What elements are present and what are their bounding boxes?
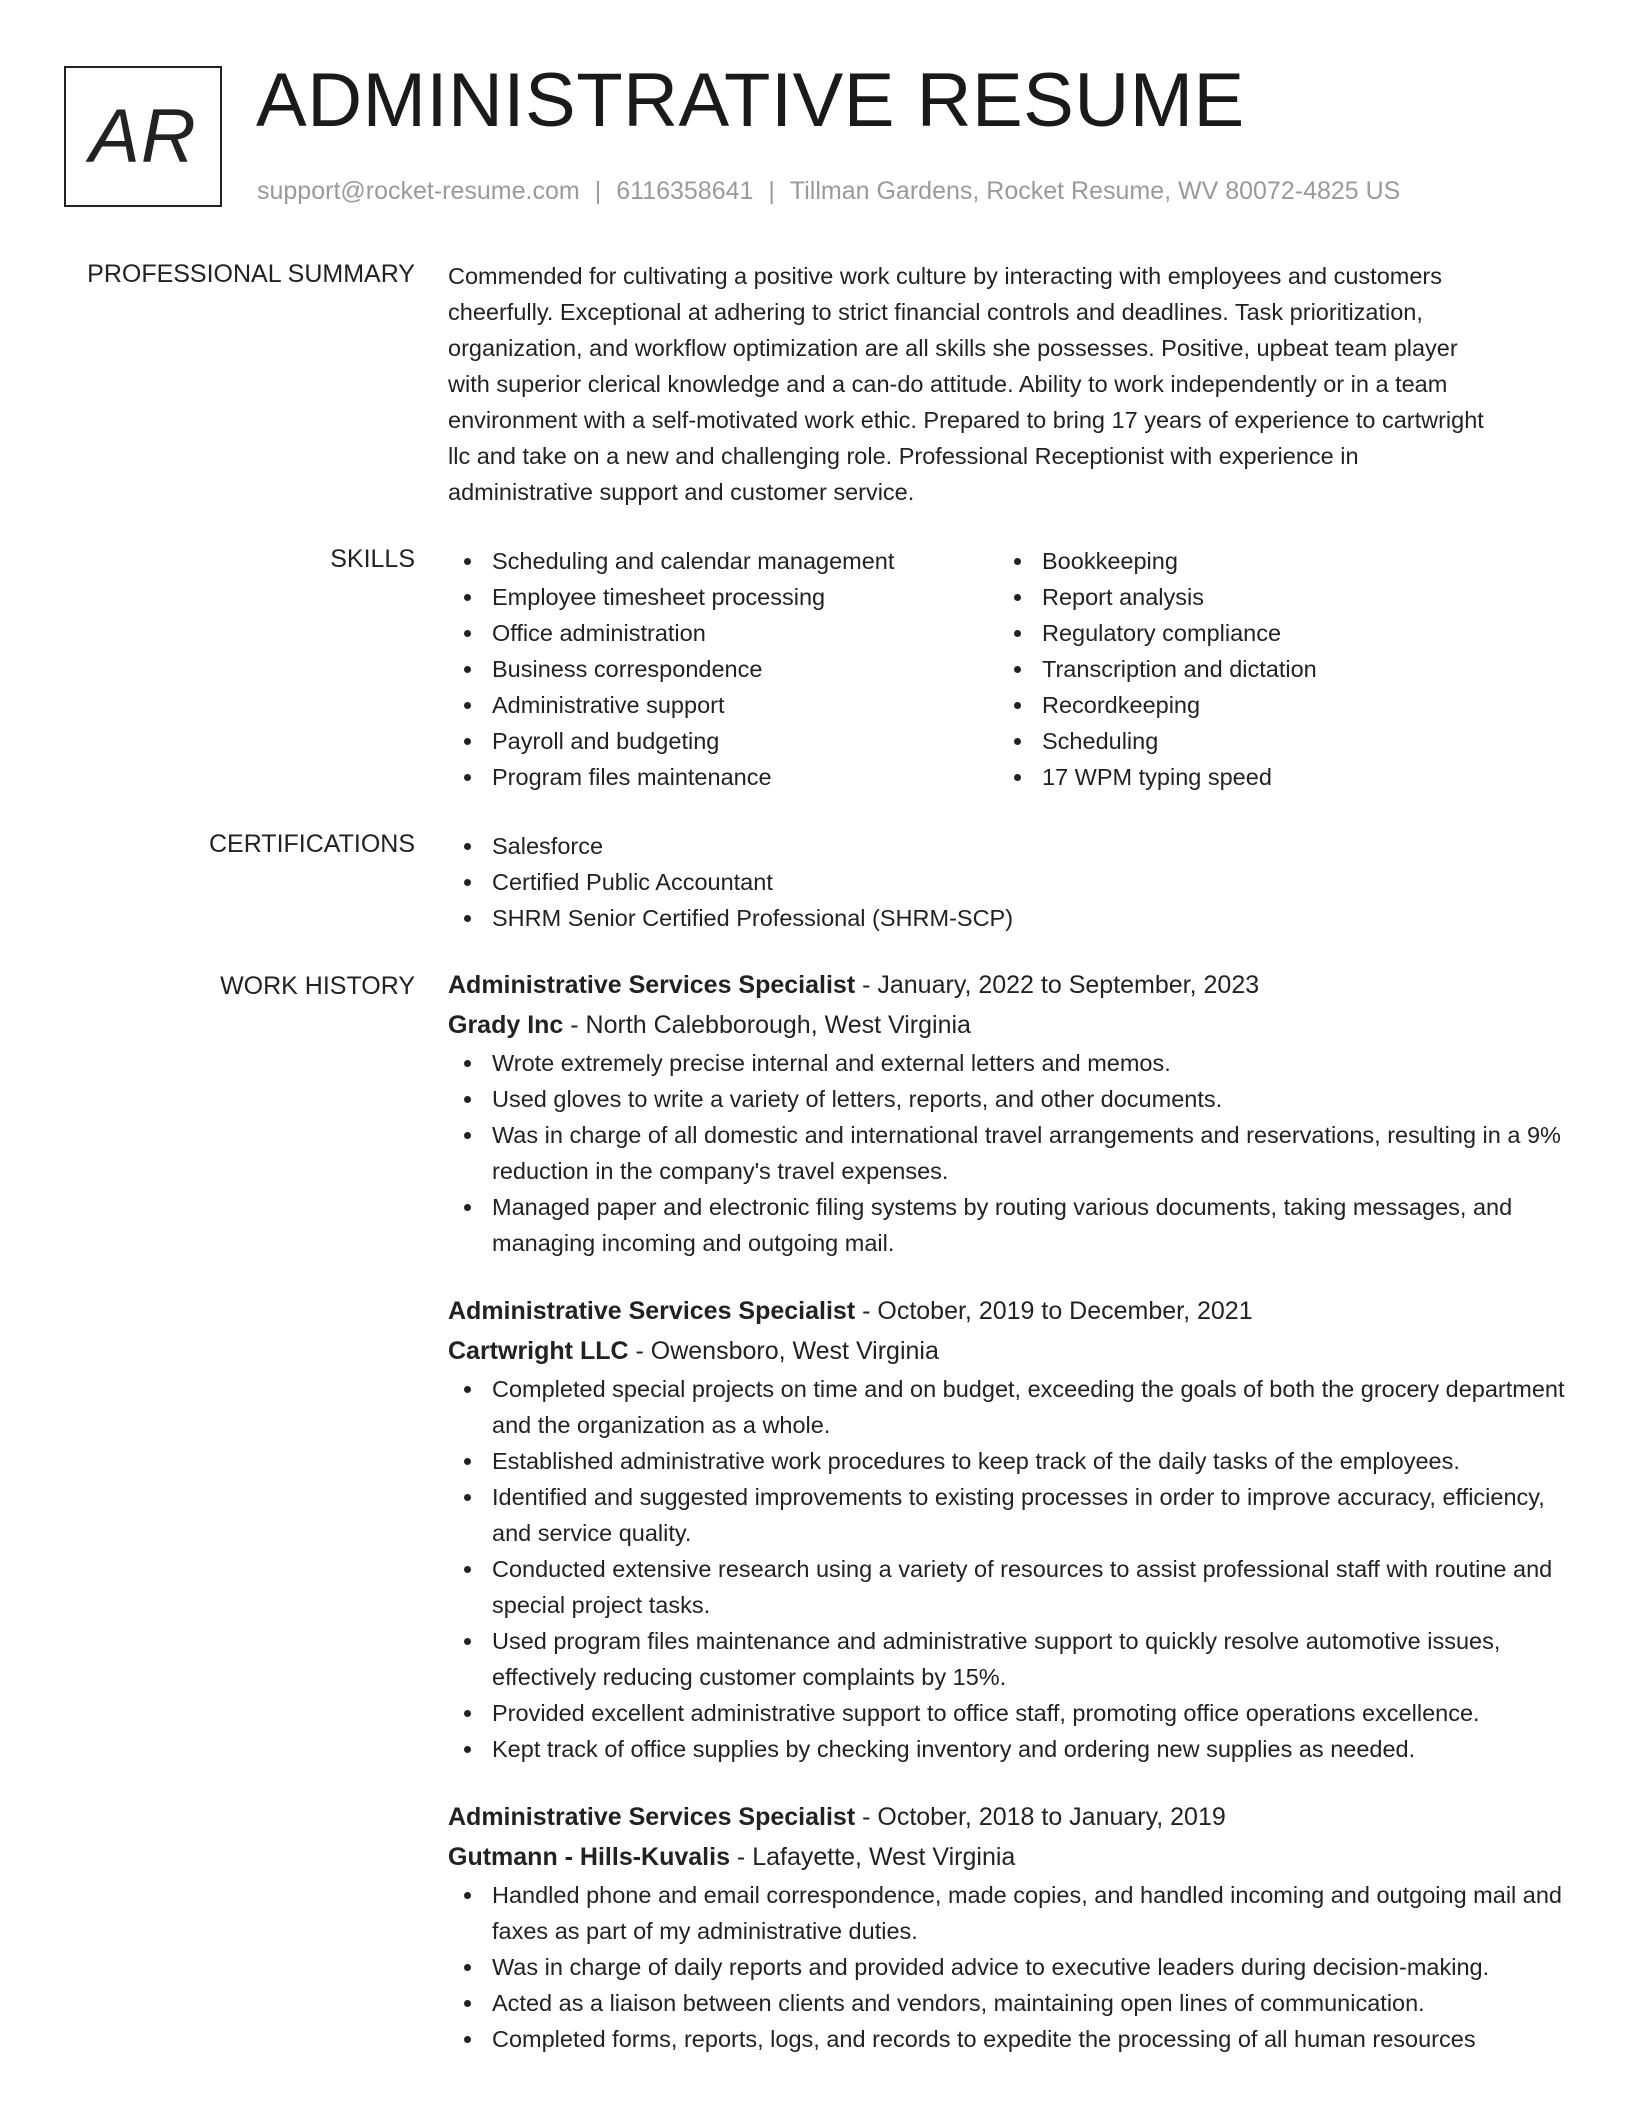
certification-item: SHRM Senior Certified Professional (SHRM-SCP) xyxy=(448,900,1566,936)
job-role: Administrative Services Specialist xyxy=(448,1297,856,1325)
certification-item: Certified Public Accountant xyxy=(448,864,1566,900)
summary-line: administrative support and customer service. xyxy=(448,479,915,505)
job-company: Grady Inc xyxy=(448,1011,564,1039)
summary-line: Commended for cultivating a positive work culture by interacting with employees and customers xyxy=(448,263,1442,289)
certifications-body xyxy=(448,828,1566,936)
job-duty: Kept track of office supplies by checking inventory and ordering new supplies as needed. xyxy=(448,1731,1566,1767)
work-history-body xyxy=(448,965,1566,2057)
skills-list-right xyxy=(998,543,1548,795)
job-dates: - January, 2022 to September, 2023 xyxy=(855,971,1260,999)
job-entry xyxy=(448,965,1566,1261)
job-company-line xyxy=(448,1005,1566,1045)
job-duty: Managed paper and electronic filing systems by routing various documents, taking messages, and managing incoming and outgoing mail. xyxy=(448,1189,1566,1261)
job-title-line xyxy=(448,965,1566,1005)
section-title-summary: PROFESSIONAL SUMMARY xyxy=(87,260,415,288)
job-duties xyxy=(448,1045,1566,1261)
job-title-line xyxy=(448,1291,1566,1331)
contact-email[interactable]: support@rocket-resume.com xyxy=(257,177,580,205)
certifications-list xyxy=(448,828,1566,936)
job-duty: Used gloves to write a variety of letters, reports, and other documents. xyxy=(448,1081,1566,1117)
job-duty: Provided excellent administrative support to office staff, promoting office operations excellence. xyxy=(448,1695,1566,1731)
job-duty: Identified and suggested improvements to existing processes in order to improve accuracy, efficiency, and service quality. xyxy=(448,1479,1566,1551)
summary-line: cheerfully. Exceptional at adhering to strict financial controls and deadlines. Task prioritization, xyxy=(448,299,1423,325)
job-location: - Owensboro, West Virginia xyxy=(628,1337,939,1365)
job-dates: - October, 2018 to January, 2019 xyxy=(855,1803,1226,1831)
job-duty: Established administrative work procedures to keep track of the daily tasks of the employees. xyxy=(448,1443,1566,1479)
job-duty: Handled phone and email correspondence, made copies, and handled incoming and outgoing mail and faxes as part of my administrative duties. xyxy=(448,1877,1566,1949)
summary-body xyxy=(448,258,1566,510)
job-duty: Was in charge of all domestic and international travel arrangements and reservations, resulting in a 9% reduction in the company's travel expenses. xyxy=(448,1117,1566,1189)
job-duty: Was in charge of daily reports and provided advice to executive leaders during decision-making. xyxy=(448,1949,1566,1985)
skill-item: Regulatory compliance xyxy=(998,615,1548,651)
summary-line: environment with a self-motivated work ethic. Prepared to bring 17 years of experience to cartwright xyxy=(448,407,1484,433)
skill-item: 17 WPM typing speed xyxy=(998,759,1548,795)
summary-line: with superior clerical knowledge and a can-do attitude. Ability to work independently or in a team xyxy=(448,371,1448,397)
skill-item: Report analysis xyxy=(998,579,1548,615)
job-title-line xyxy=(448,1797,1566,1837)
skill-item: Business correspondence xyxy=(448,651,998,687)
job-duty: Acted as a liaison between clients and vendors, maintaining open lines of communication. xyxy=(448,1985,1566,2021)
job-entry xyxy=(448,1291,1566,1767)
skills-body xyxy=(448,543,1566,795)
job-company: Gutmann - Hills-Kuvalis xyxy=(448,1843,730,1871)
skill-item: Employee timesheet processing xyxy=(448,579,998,615)
job-role: Administrative Services Specialist xyxy=(448,971,856,999)
section-title-work-history: WORK HISTORY xyxy=(220,972,415,1000)
job-duties xyxy=(448,1371,1566,1767)
certification-item: Salesforce xyxy=(448,828,1566,864)
job-role: Administrative Services Specialist xyxy=(448,1803,856,1831)
contact-separator: | xyxy=(768,177,775,205)
summary-line: organization, and workflow optimization are all skills she possesses. Positive, upbeat team player xyxy=(448,335,1458,361)
skill-item: Bookkeeping xyxy=(998,543,1548,579)
skills-list-left xyxy=(448,543,998,795)
job-dates: - October, 2019 to December, 2021 xyxy=(855,1297,1253,1325)
job-duty: Completed forms, reports, logs, and records to expedite the processing of all human resources xyxy=(448,2021,1566,2057)
skill-item: Administrative support xyxy=(448,687,998,723)
job-company-line xyxy=(448,1837,1566,1877)
job-entry xyxy=(448,1797,1566,2057)
section-title-skills: SKILLS xyxy=(330,545,415,573)
job-location: - North Calebborough, West Virginia xyxy=(563,1011,971,1039)
skill-item: Scheduling and calendar management xyxy=(448,543,998,579)
skill-item: Transcription and dictation xyxy=(998,651,1548,687)
skill-item: Office administration xyxy=(448,615,998,651)
skill-item: Payroll and budgeting xyxy=(448,723,998,759)
job-duties xyxy=(448,1877,1566,2057)
job-duty: Wrote extremely precise internal and external letters and memos. xyxy=(448,1045,1566,1081)
job-duty: Conducted extensive research using a variety of resources to assist professional staff with routine and special project tasks. xyxy=(448,1551,1566,1623)
job-company-line xyxy=(448,1331,1566,1371)
resume-title: ADMINISTRATIVE RESUME xyxy=(256,58,1245,143)
job-location: - Lafayette, West Virginia xyxy=(729,1843,1016,1871)
contact-line xyxy=(257,175,1400,207)
contact-phone[interactable]: 6116358641 xyxy=(616,177,754,205)
contact-address: Tillman Gardens, Rocket Resume, WV 80072-4825 US xyxy=(789,177,1401,205)
contact-separator: | xyxy=(594,177,602,205)
skill-item: Recordkeeping xyxy=(998,687,1548,723)
section-title-certifications: CERTIFICATIONS xyxy=(208,830,415,858)
job-duty: Used program files maintenance and administrative support to quickly resolve automotive issues, effectively reducing customer complaints by 15%. xyxy=(448,1623,1566,1695)
summary-line: llc and take on a new and challenging role. Professional Receptionist with experience in xyxy=(448,443,1359,469)
skill-item: Program files maintenance xyxy=(448,759,998,795)
job-company: Cartwright LLC xyxy=(448,1337,629,1365)
job-duty: Completed special projects on time and on budget, exceeding the goals of both the grocery department and the organization as a whole. xyxy=(448,1371,1566,1443)
skill-item: Scheduling xyxy=(998,723,1548,759)
monogram-logo: AR xyxy=(64,66,222,207)
